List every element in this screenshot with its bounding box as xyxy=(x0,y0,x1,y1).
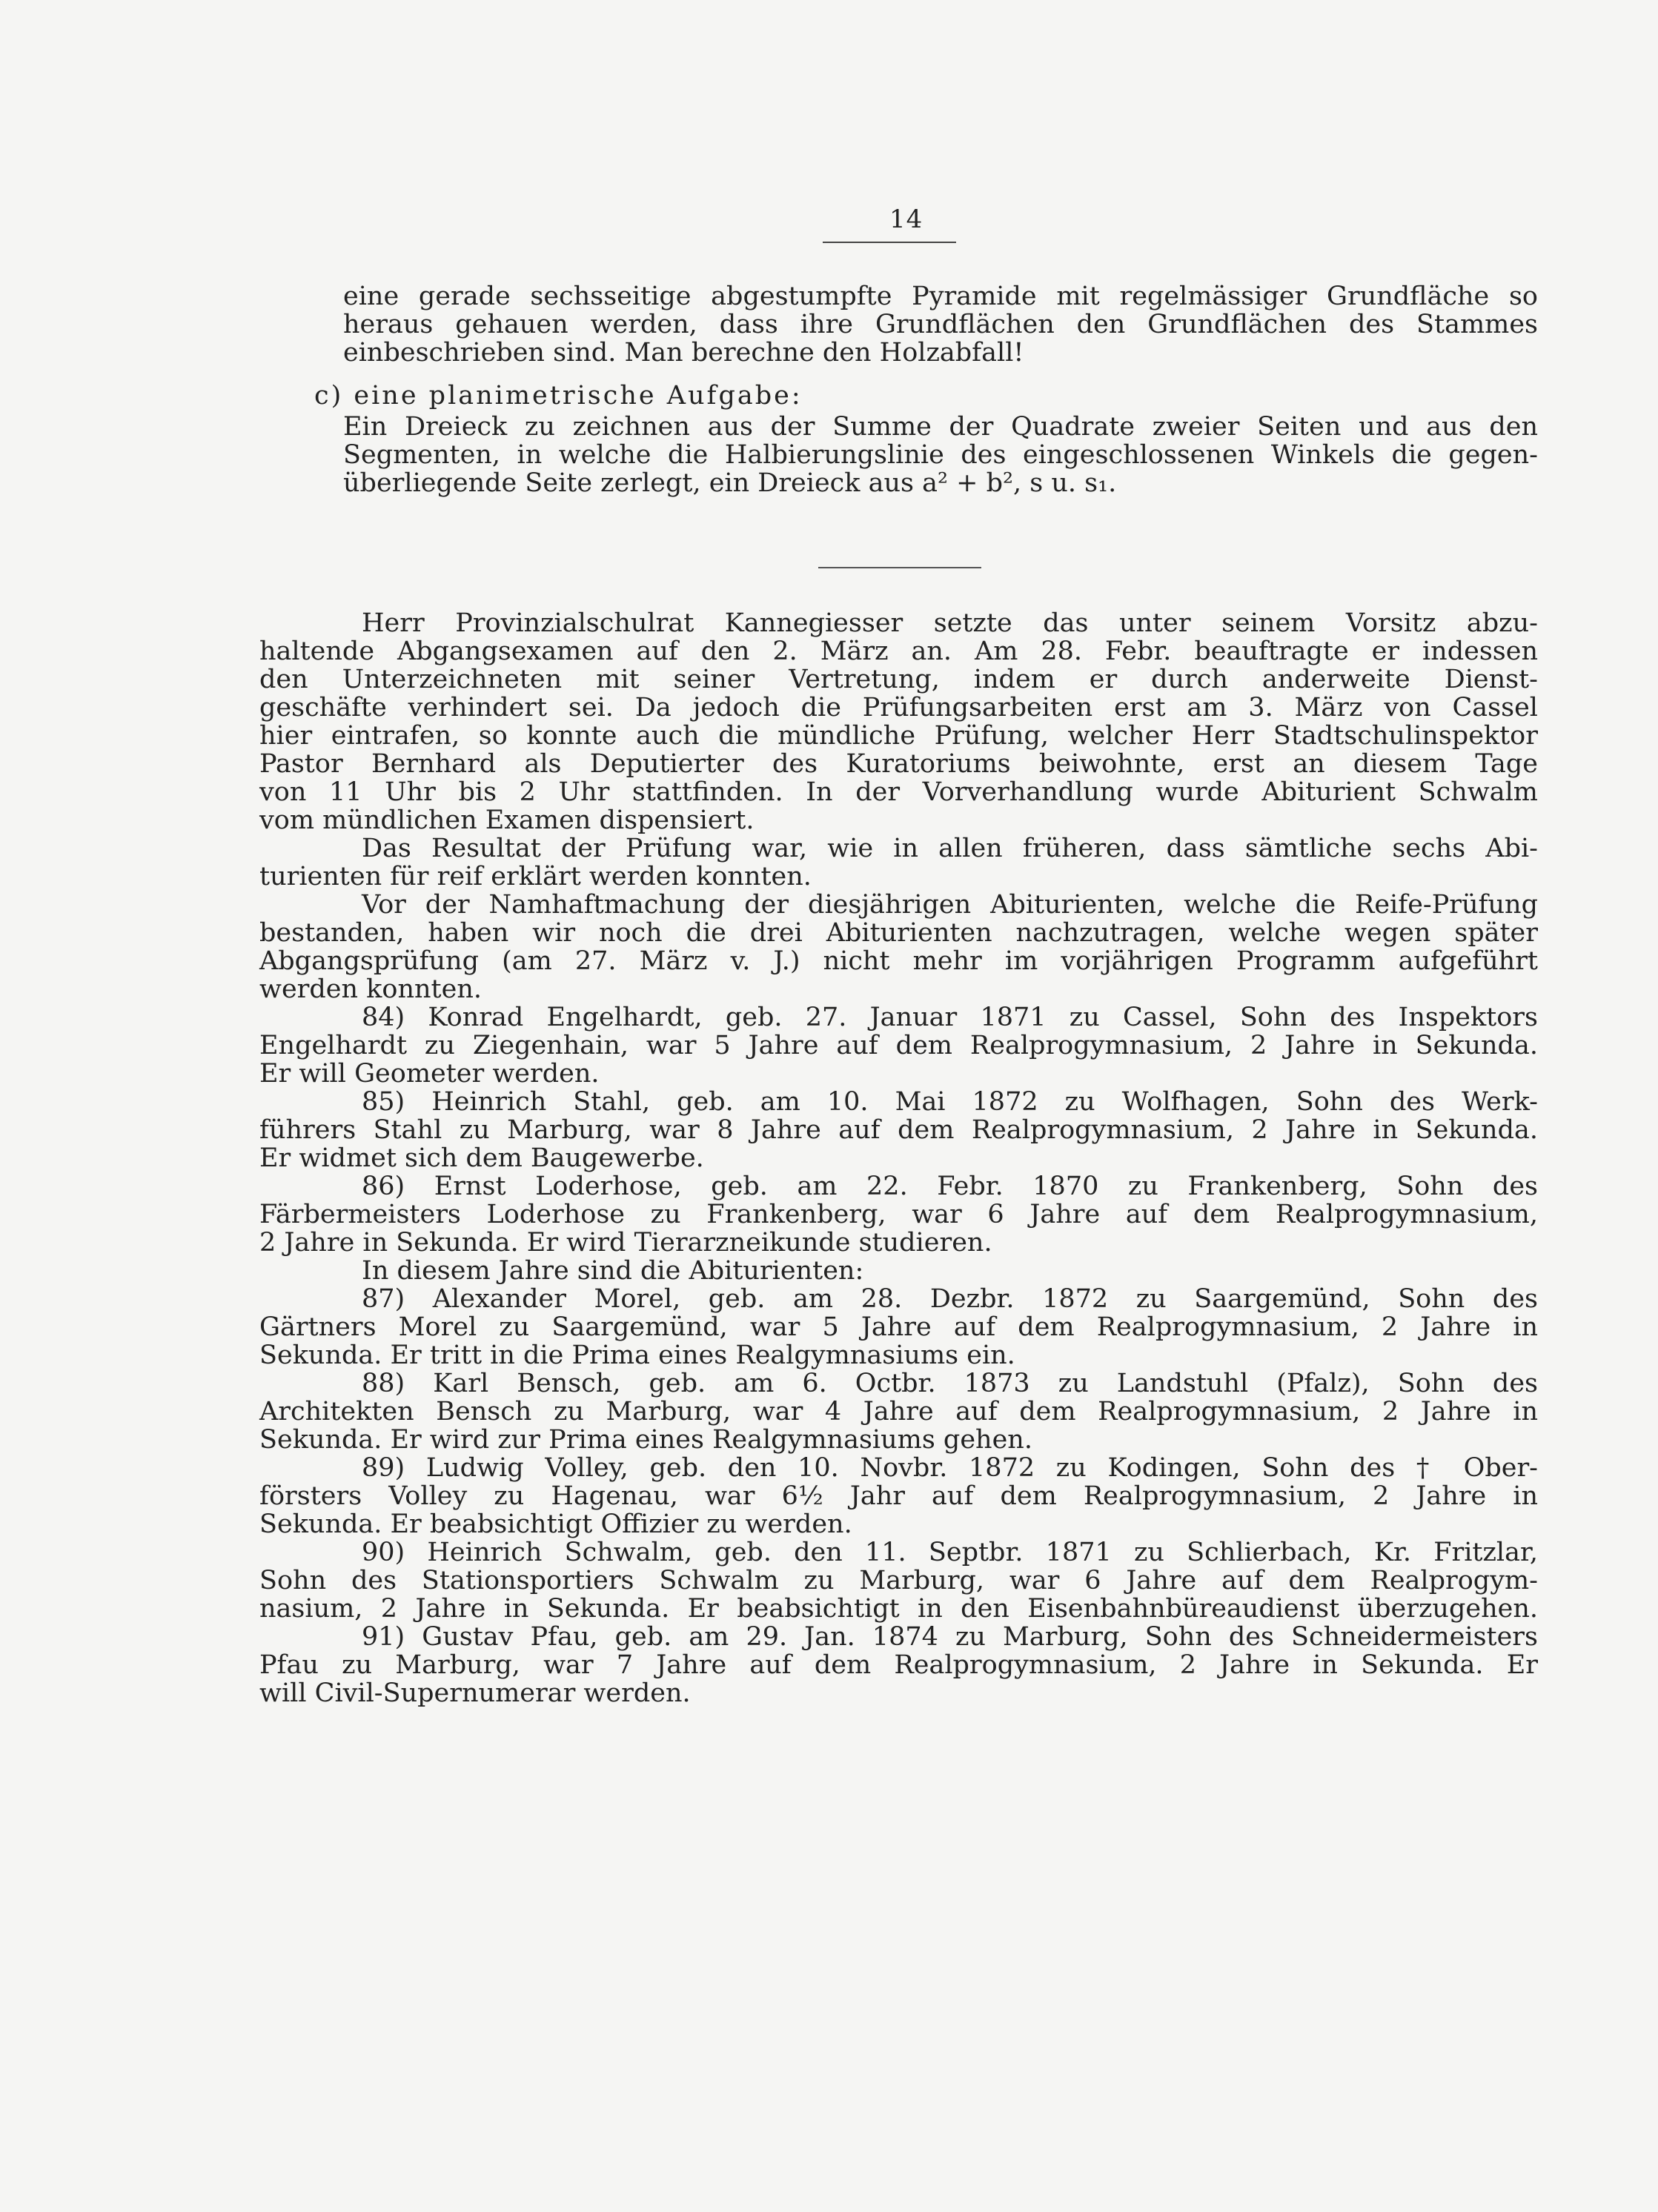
text-line: Segmenten, in welche die Halbierungslinie des eingeschlossenen Winkels die gegen- xyxy=(343,440,1538,470)
text-line: werden konnten. xyxy=(259,974,482,1004)
text-line: heraus gehauen werden, dass ihre Grundflächen den Grundflächen des Stammes xyxy=(343,310,1538,339)
text-line: Färbermeisters Loderhose zu Frankenberg, war 6 Jahre auf dem Realprogymnasium, xyxy=(259,1200,1538,1229)
text-line: Vor der Namhaftmachung der diesjährigen Abiturienten, welche die Reife-Prüfung xyxy=(362,890,1538,920)
text-line: 86) Ernst Loderhose, geb. am 22. Febr. 1870 zu Frankenberg, Sohn des xyxy=(362,1172,1538,1201)
text-line: Er will Geometer werden. xyxy=(259,1059,600,1089)
text-line: führers Stahl zu Marburg, war 8 Jahre auf dem Realprogymnasium, 2 Jahre in Sekunda. xyxy=(259,1115,1538,1145)
text-line: 89) Ludwig Volley, geb. den 10. Novbr. 1872 zu Kodingen, Sohn des † Ober- xyxy=(362,1453,1538,1483)
text-line: eine gerade sechsseitige abgestumpfte Pyramide mit regelmässiger Grundfläche so xyxy=(343,282,1538,311)
text-line: bestanden, haben wir noch die drei Abiturienten nachzutragen, welche wegen später xyxy=(259,918,1538,948)
text-line: geschäfte verhindert sei. Da jedoch die Prüfungsarbeiten erst am 3. März von Cassel xyxy=(259,693,1538,723)
text-line: überliegende Seite zerlegt, ein Dreieck aus a² + b², s u. s₁. xyxy=(343,468,1117,498)
text-line: von 11 Uhr bis 2 Uhr stattfinden. In der Vorverhandlung wurde Abiturient Schwalm xyxy=(259,777,1538,807)
text-line: In diesem Jahre sind die Abiturienten: xyxy=(362,1256,864,1286)
text-line: vom mündlichen Examen dispensiert. xyxy=(259,806,755,835)
text-line: turienten für reif erklärt werden konnten. xyxy=(259,862,812,891)
text-line: försters Volley zu Hagenau, war 6½ Jahr auf dem Realprogymnasium, 2 Jahre in xyxy=(259,1481,1538,1511)
text-line: Architekten Bensch zu Marburg, war 4 Jahre auf dem Realprogymnasium, 2 Jahre in xyxy=(259,1397,1538,1426)
text-line: 90) Heinrich Schwalm, geb. den 11. Septbr. 1871 zu Schlierbach, Kr. Fritzlar, xyxy=(362,1538,1538,1567)
text-line: Pfau zu Marburg, war 7 Jahre auf dem Realprogymnasium, 2 Jahre in Sekunda. Er xyxy=(259,1650,1538,1680)
page-number-rule xyxy=(823,242,956,243)
text-line: nasium, 2 Jahre in Sekunda. Er beabsichtigt in den Eisenbahnbüreaudienst überzugehen. xyxy=(259,1594,1538,1624)
text-line: hier eintrafen, so konnte auch die mündliche Prüfung, welcher Herr Stadtschulinspektor xyxy=(259,721,1538,751)
task-c-heading xyxy=(314,382,1537,410)
text-line: 87) Alexander Morel, geb. am 28. Dezbr. 1872 zu Saargemünd, Sohn des xyxy=(362,1284,1538,1314)
text-line: Sohn des Stationsportiers Schwalm zu Marburg, war 6 Jahre auf dem Realprogym- xyxy=(259,1566,1538,1595)
text-line: Herr Provinzialschulrat Kannegiesser setzte das unter seinem Vorsitz abzu- xyxy=(362,608,1538,638)
text-line: Ein Dreieck zu zeichnen aus der Summe der Quadrate zweier Seiten und aus den xyxy=(343,412,1538,442)
text-line: einbeschrieben sind. Man berechne den Holzabfall! xyxy=(343,338,1024,368)
task-c-block xyxy=(343,413,1538,497)
text-line: Gärtners Morel zu Saargemünd, war 5 Jahre auf dem Realprogymnasium, 2 Jahre in xyxy=(259,1312,1538,1342)
text-line: will Civil-Supernumerar werden. xyxy=(259,1678,691,1708)
body-text xyxy=(259,609,1538,1707)
text-line: Sekunda. Er tritt in die Prima eines Realgymnasiums ein. xyxy=(259,1341,1015,1370)
text-line: 84) Konrad Engelhardt, geb. 27. Januar 1871 zu Cassel, Sohn des Inspektors xyxy=(362,1003,1538,1032)
text-line: den Unterzeichneten mit seiner Vertretung, indem er durch anderweite Dienst- xyxy=(259,665,1538,694)
task-block xyxy=(343,282,1538,367)
text-line: 85) Heinrich Stahl, geb. am 10. Mai 1872 zu Wolfhagen, Sohn des Werk- xyxy=(362,1087,1538,1117)
text-line: Abgangsprüfung (am 27. März v. J.) nicht mehr im vorjährigen Programm aufgeführt xyxy=(259,946,1538,976)
text-line: haltende Abgangsexamen auf den 2. März an. Am 28. Febr. beauftragte er indessen xyxy=(259,637,1538,666)
text-line: Sekunda. Er beabsichtigt Offizier zu werden. xyxy=(259,1509,852,1539)
text-line: 2 Jahre in Sekunda. Er wird Tierarzneikunde studieren. xyxy=(259,1228,992,1258)
text-line: 91) Gustav Pfau, geb. am 29. Jan. 1874 zu Marburg, Sohn des Schneidermeisters xyxy=(362,1622,1538,1652)
text-line: 88) Karl Bensch, geb. am 6. Octbr. 1873 zu Landstuhl (Pfalz), Sohn des xyxy=(362,1369,1538,1398)
text-line: Das Resultat der Prüfung war, wie in allen früheren, dass sämtliche sechs Abi- xyxy=(362,834,1538,863)
text-line: Engelhardt zu Ziegenhain, war 5 Jahre auf dem Realprogymnasium, 2 Jahre in Sekunda. xyxy=(259,1031,1538,1060)
section-divider xyxy=(818,567,981,568)
text-line: Sekunda. Er wird zur Prima eines Realgymnasiums gehen. xyxy=(259,1425,1032,1455)
task-c-label: c) eine planimetrische Aufgabe: xyxy=(314,381,803,411)
text-line: Er widmet sich dem Baugewerbe. xyxy=(259,1143,704,1173)
text-line: Pastor Bernhard als Deputierter des Kuratoriums beiwohnte, erst an diesem Tage xyxy=(259,749,1538,779)
page-number: 14 xyxy=(889,205,923,234)
